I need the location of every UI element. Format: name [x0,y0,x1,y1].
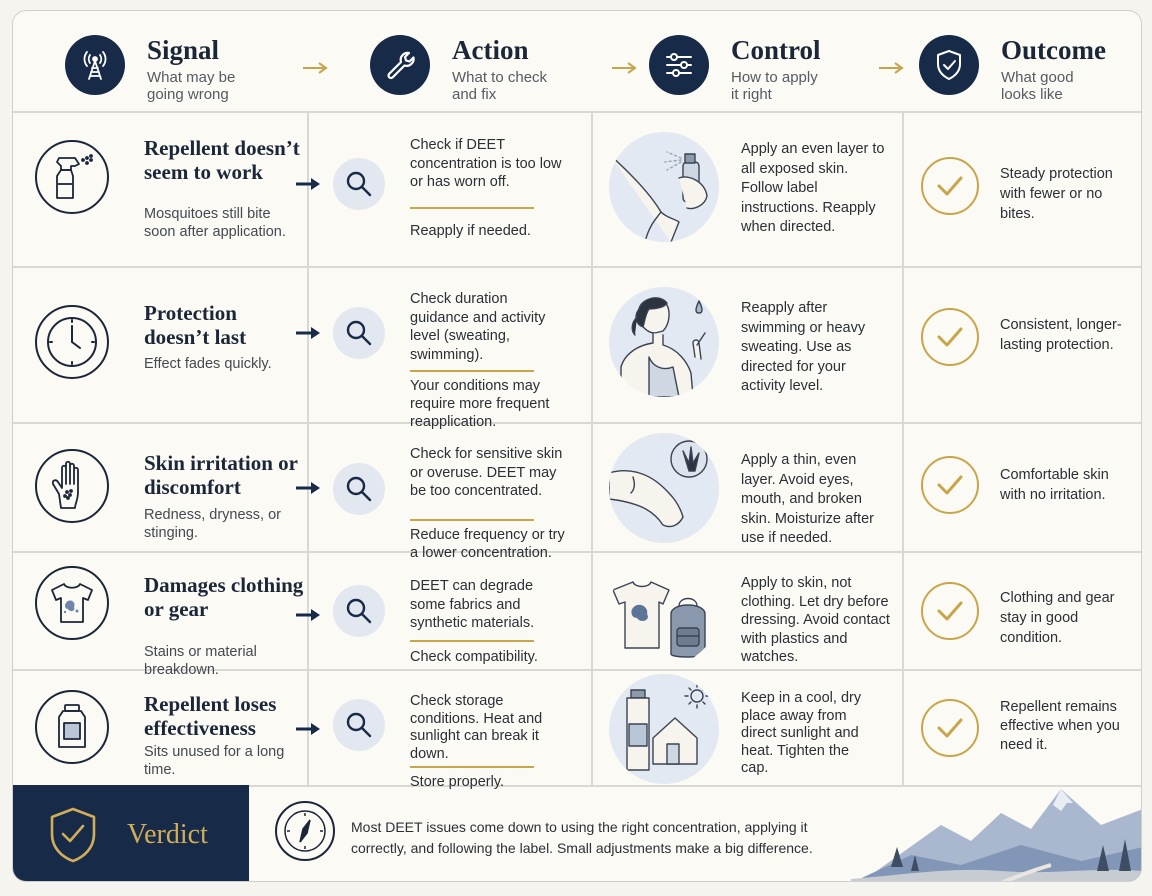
table-row [13,112,1141,266]
step-subtitle: How to apply it right [731,69,818,103]
signal-tower-icon [65,35,125,95]
outcome-text: Clothing and gear stay in good condition. [1000,590,1115,646]
bottle-icon [35,690,109,764]
arm-aloe-illustration [609,433,719,543]
header-arrow-icon [301,61,329,75]
mountain-landscape-illustration [851,775,1142,882]
action-fix: Store properly. [410,774,505,790]
checkmark-icon [921,699,979,757]
header-arrow-icon [610,61,638,75]
woman-applying-illustration [609,287,719,397]
step-subtitle: What to check and fix [452,69,548,103]
action-fix: Your conditions may require more frequent reapplication. [410,378,550,430]
divider [410,519,534,521]
control-text: Keep in a cool, dry place away from direct sunlight and heat. Tighten the cap. [741,690,862,776]
action-check: Check if DEET concentration is too low or has worn off. [410,137,562,190]
magnifier-icon [333,158,385,210]
table-row [13,423,1141,561]
verdict-text: Most DEET issues come down to using the right concentration, applying it correctly, and following the label. Small adjustments make a big difference. [351,819,813,856]
signal-title: Repellent doesn’t seem to work [144,136,300,184]
checkmark-icon [921,582,979,640]
magnifier-icon [333,463,385,515]
sliders-icon [649,35,709,95]
compass-icon [275,801,335,861]
signal-subtitle: Mosquitoes still bite soon after application. [144,206,286,240]
magnifier-icon [333,585,385,637]
checkmark-icon [921,157,979,215]
spray-bottle-icon [35,140,109,214]
spraying-arm-illustration [609,132,719,242]
clock-icon [35,305,109,379]
divider [410,640,534,642]
row-arrow-icon [294,325,322,341]
wrench-icon [370,35,430,95]
control-text: Apply an even layer to all exposed skin. Follow label instructions. Reapply when directed. [741,141,885,235]
checkmark-icon [921,456,979,514]
action-check: DEET can degrade some fabrics and synthetic materials. [410,578,535,631]
divider [410,766,534,768]
signal-subtitle: Sits unused for a long time. [144,744,285,778]
checkmark-icon [921,308,979,366]
step-title: Outcome [1001,35,1106,65]
action-fix: Reapply if needed. [410,223,531,239]
stained-shirt-icon [35,566,109,640]
verdict-panel [13,785,249,882]
control-text: Apply to skin, not clothing. Let dry before dressing. Avoid contact with plastics and watches. [741,575,890,665]
outcome-text: Comfortable skin with no irritation. [1000,467,1109,503]
action-check: Check storage conditions. Heat and sunlight can break it down. [410,693,543,762]
magnifier-icon [333,307,385,359]
magnifier-icon [333,699,385,751]
step-title: Control [731,35,821,65]
shirt-backpack-illustration [609,556,719,666]
action-fix: Check compatibility. [410,649,538,665]
row-arrow-icon [294,176,322,192]
shield-check-icon [919,35,979,95]
control-text: Apply a thin, even layer. Avoid eyes, mouth, and broken skin. Moisturize after use if needed. [741,452,874,546]
row-arrow-icon [294,721,322,737]
process-header [13,11,1141,113]
step-subtitle: What good looks like [1001,69,1074,103]
outcome-text: Repellent remains effective when you need it. [1000,699,1120,753]
table-row [13,267,1141,430]
row-arrow-icon [294,480,322,496]
action-fix: Reduce frequency or try a lower concentration. [410,527,565,561]
step-title: Action [452,35,529,65]
control-text: Reapply after swimming or heavy sweating. Use as directed for your activity level. [741,300,866,394]
divider [410,370,534,372]
signal-title: Repellent loses effectiveness [144,692,277,740]
signal-subtitle: Stains or material breakdown. [144,644,257,678]
signal-subtitle: Effect fades quickly. [144,356,272,372]
step-subtitle: What may be going wrong [147,69,236,103]
outcome-text: Consistent, longer-lasting protection. [1000,317,1122,353]
row-arrow-icon [294,607,322,623]
header-arrow-icon [877,61,905,75]
shield-check-icon [47,806,99,864]
action-check: Check duration guidance and activity level (sweating, swimming). [410,291,546,363]
infographic-card [12,10,1142,882]
verdict-label: Verdict [127,819,208,850]
action-check: Check for sensitive skin or overuse. DEET may be too concentrated. [410,446,563,499]
outcome-text: Steady protection with fewer or no bites. [1000,166,1113,222]
signal-title: Protection doesn’t last [144,301,247,349]
signal-subtitle: Redness, dryness, or stinging. [144,507,282,541]
signal-title: Damages clothing or gear [144,573,304,621]
bottle-house-sun-illustration [609,674,719,784]
signal-title: Skin irritation or discomfort [144,451,298,499]
hand-irritation-icon [35,449,109,523]
divider [410,207,534,209]
table-row [13,670,1141,790]
step-title: Signal [147,35,220,65]
table-row [13,552,1141,678]
